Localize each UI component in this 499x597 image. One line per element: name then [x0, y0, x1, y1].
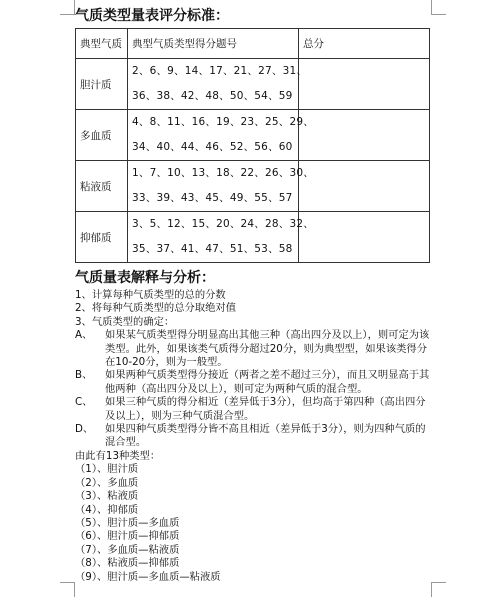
item-numbers-cell [128, 161, 314, 212]
total-cell[interactable] [299, 110, 430, 161]
type-list-item: （8）、粘液质—抑郁质 [75, 557, 180, 570]
item-numbers-line: 33、39、43、45、49、55、57 [132, 192, 293, 204]
item-numbers-line: 1、7、10、13、18、22、26、30、 [132, 167, 314, 179]
rule-d [75, 423, 435, 450]
item-numbers-line: 34、40、44、46、52、56、60 [132, 141, 293, 153]
table-row [76, 59, 430, 110]
temperament-cell: 抑郁质 [76, 212, 128, 263]
scoring-standard-title: 气质类型量表评分标准： [75, 8, 229, 24]
rule-label: C、 [75, 396, 93, 409]
step-line: 2、将每种气质类型的总分取绝对值 [75, 302, 237, 315]
temperament-cell: 粘液质 [76, 161, 128, 212]
item-numbers-line: 4、8、11、16、19、23、25、29、 [132, 116, 314, 128]
total-cell[interactable] [299, 161, 430, 212]
item-numbers-cell [128, 59, 308, 110]
summary-line: 由此有13种类型： [75, 449, 161, 462]
crop-mark-bottom-right [431, 582, 446, 597]
table-row [76, 110, 430, 161]
analysis-body [75, 289, 435, 584]
temperament-cell: 胆汁质 [76, 59, 128, 110]
temperament-cell: 多血质 [76, 110, 128, 161]
type-list-item: （7）、多血质—粘液质 [75, 543, 180, 556]
table-header-row [76, 29, 430, 59]
rule-text: 如果两种气质类型得分接近（两者之差不超过三分），而且又明显高于其他两种（高出四分及以上），则可定为两种气质的混合型。 [105, 369, 430, 395]
rule-text: 如果三种气质的得分相近（差异低于3分），但均高于第四种（高出四分及以上），则为三种气质混合型。 [105, 396, 426, 422]
step-line: 1、计算每种气质类型的总的分数 [75, 289, 226, 301]
rule-label: A、 [75, 329, 93, 342]
table-row [76, 212, 430, 263]
crop-mark-top-left [60, 0, 75, 15]
crop-mark-top-right [431, 0, 446, 15]
header-total: 总分 [299, 29, 430, 59]
rule-b [75, 369, 435, 396]
rule-label: D、 [75, 423, 94, 436]
rule-c [75, 396, 435, 423]
item-numbers-line: 35、37、41、47、51、53、58 [132, 243, 293, 255]
rule-a [75, 329, 435, 369]
type-list-item: （3）、粘液质 [75, 490, 139, 503]
rule-text: 如果四种气质类型得分皆不高且相近（差异低于3分），则为四种气质的混合型。 [105, 423, 426, 449]
type-list-item: （9）、胆汁质—多血质—粘液质 [75, 570, 221, 583]
item-numbers-cell [128, 110, 314, 161]
item-numbers-line: 2、6、9、14、17、21、27、31、 [132, 65, 308, 77]
type-list-item: （2）、多血质 [75, 476, 139, 489]
item-numbers-line: 36、38、42、48、50、54、59 [132, 90, 293, 102]
header-item-numbers: 典型气质类型得分题号 [128, 29, 299, 59]
rule-label: B、 [75, 369, 93, 382]
analysis-title: 气质量表解释与分析： [75, 270, 215, 286]
type-list-item: （1）、胆汁质 [75, 463, 139, 476]
step-line: 3、气质类型的确定： [75, 315, 175, 328]
item-numbers-cell [128, 212, 314, 263]
item-numbers-line: 3、5、12、15、20、24、28、32、 [132, 218, 314, 230]
total-cell[interactable] [299, 59, 430, 110]
rule-text: 如果某气质类型得分明显高出其他三种（高出四分及以上），则可定为该类型。此外，如果该类气质得分超过20分，则为典型型，如果该类得分在10-20分，则为一般型。 [105, 329, 430, 369]
type-list-item: （6）、胆汁质—抑郁质 [75, 530, 180, 543]
table-row [76, 161, 430, 212]
type-list-item: （5）、胆汁质—多血质 [75, 516, 180, 529]
crop-mark-bottom-left [60, 582, 75, 597]
type-list-item: （4）、抑郁质 [75, 503, 139, 516]
total-cell[interactable] [299, 212, 430, 263]
scoring-table [75, 28, 430, 263]
header-temperament: 典型气质 [76, 29, 128, 59]
